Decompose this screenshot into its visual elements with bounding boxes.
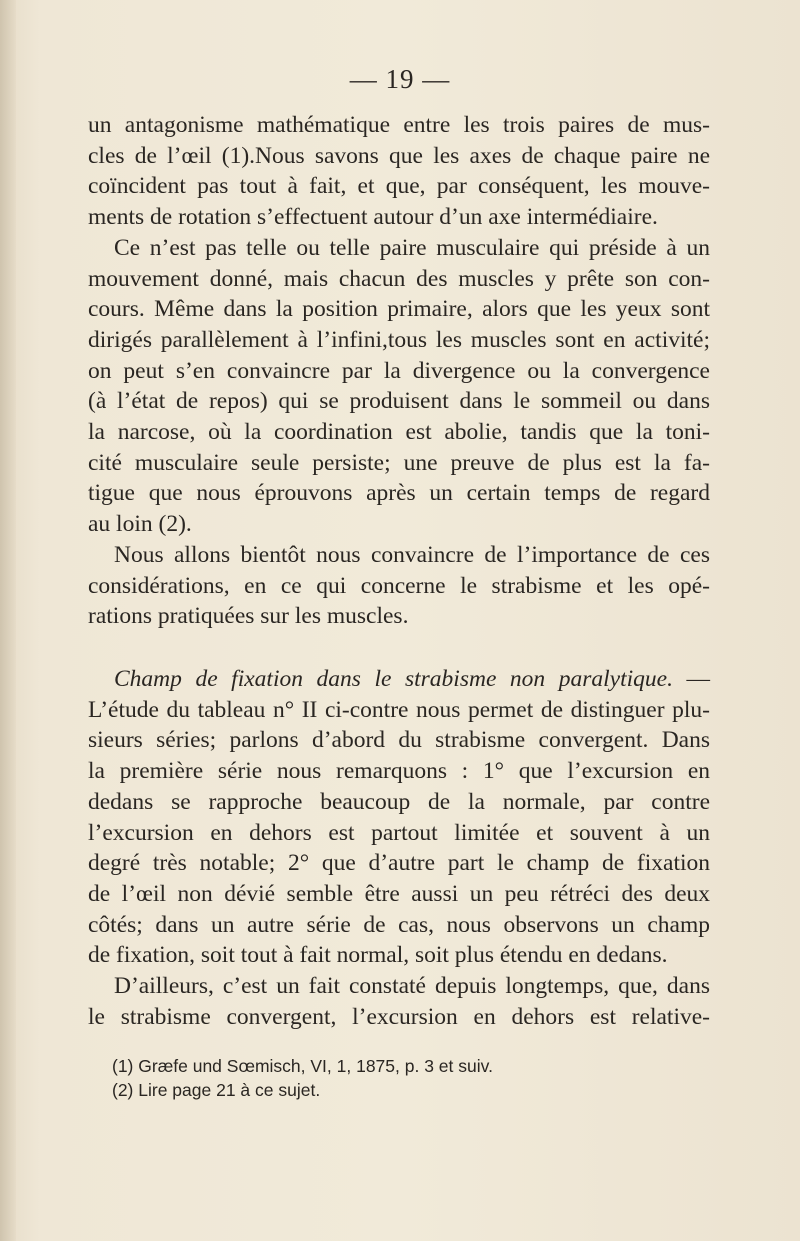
text-line: Nous allons bientôt nous convaincre de l’importance de ces [114,541,710,568]
text-line: L’étude du tableau n° II ci-contre nous permet de distinguer plu- [88,696,710,723]
footnote-2: (2) Lire page 21 à ce sujet. [112,1080,321,1100]
text-line: considérations, en ce qui concerne le strabisme et les opé- [88,572,710,599]
text-line: l’excursion en dehors est partout limitée et souvent à un [88,819,710,846]
paragraph-1 [88,110,710,233]
text-line: sieurs séries; parlons d’abord du strabisme convergent. Dans [88,727,710,754]
text-line: ments de rotation s’effectuent autour d’un axe intermédiaire. [88,204,658,231]
text-line: cles de l’œil (1).Nous savons que les axes de chaque paire ne [88,142,710,169]
footnote-1: (1) Græfe und Sœmisch, VI, 1, 1875, p. 3 et suiv. [112,1056,493,1076]
text-line: rations pratiquées sur les muscles. [88,603,409,630]
page-number-header: — 19 — [349,64,451,94]
text-line: la première série nous remarquons : 1° que l’excursion en [88,758,710,785]
paragraph-3 [88,540,710,632]
text-line: (à l’état de repos) qui se produisent dans le sommeil ou dans [88,388,710,415]
text-line: on peut s’en convaincre par la divergence ou la convergence [88,357,710,384]
text-block-top [88,110,710,632]
text-line: un antagonisme mathématique entre les trois paires de mus- [88,112,710,138]
text-line: coïncident pas tout à fait, et que, par conséquent, les mouve- [88,173,710,200]
section-heading-line [88,664,710,695]
text-line: le strabisme convergent, l’excursion en dehors est relative- [88,1003,710,1030]
text-line: cité musculaire seule persiste; une preuve de plus est la fa- [88,449,710,476]
text-line: mouvement donné, mais chacun des muscles y prête son con- [88,265,710,292]
section-title-dash: — [672,666,711,692]
text-line: tigue que nous éprouvons après un certain temps de regard [88,480,710,507]
text-line: la narcose, où la coordination est abolie, tandis que la toni- [88,419,710,446]
text-line: degré très notable; 2° que d’autre part le champ de fixation [88,850,710,877]
text-line: Ce n’est pas telle ou telle paire musculaire qui préside à un [114,234,710,261]
paragraph-2 [88,233,710,540]
text-line: de fixation, soit tout à fait normal, soit plus étendu en dedans. [88,942,668,969]
footnotes [112,1054,672,1102]
text-line: dirigés parallèlement à l’infini,tous les muscles sont en activité; [88,326,710,353]
section-title: Champ de fixation dans le strabisme non paralytique. [114,666,673,692]
text-line: au loin (2). [88,511,192,538]
text-line: D’ailleurs, c’est un fait constaté depuis longtemps, que, dans [114,973,710,1000]
text-line: cours. Même dans la position primaire, alors que les yeux sont [88,296,710,323]
text-line: de l’œil non dévié semble être aussi un peu rétréci des deux [88,880,710,907]
text-line: dedans se rapproche beaucoup de la normale, par contre [88,788,710,815]
text-line: côtés; dans un autre série de cas, nous observons un champ [88,911,710,938]
text-block-section [88,664,710,1032]
page-edge [0,0,16,1241]
